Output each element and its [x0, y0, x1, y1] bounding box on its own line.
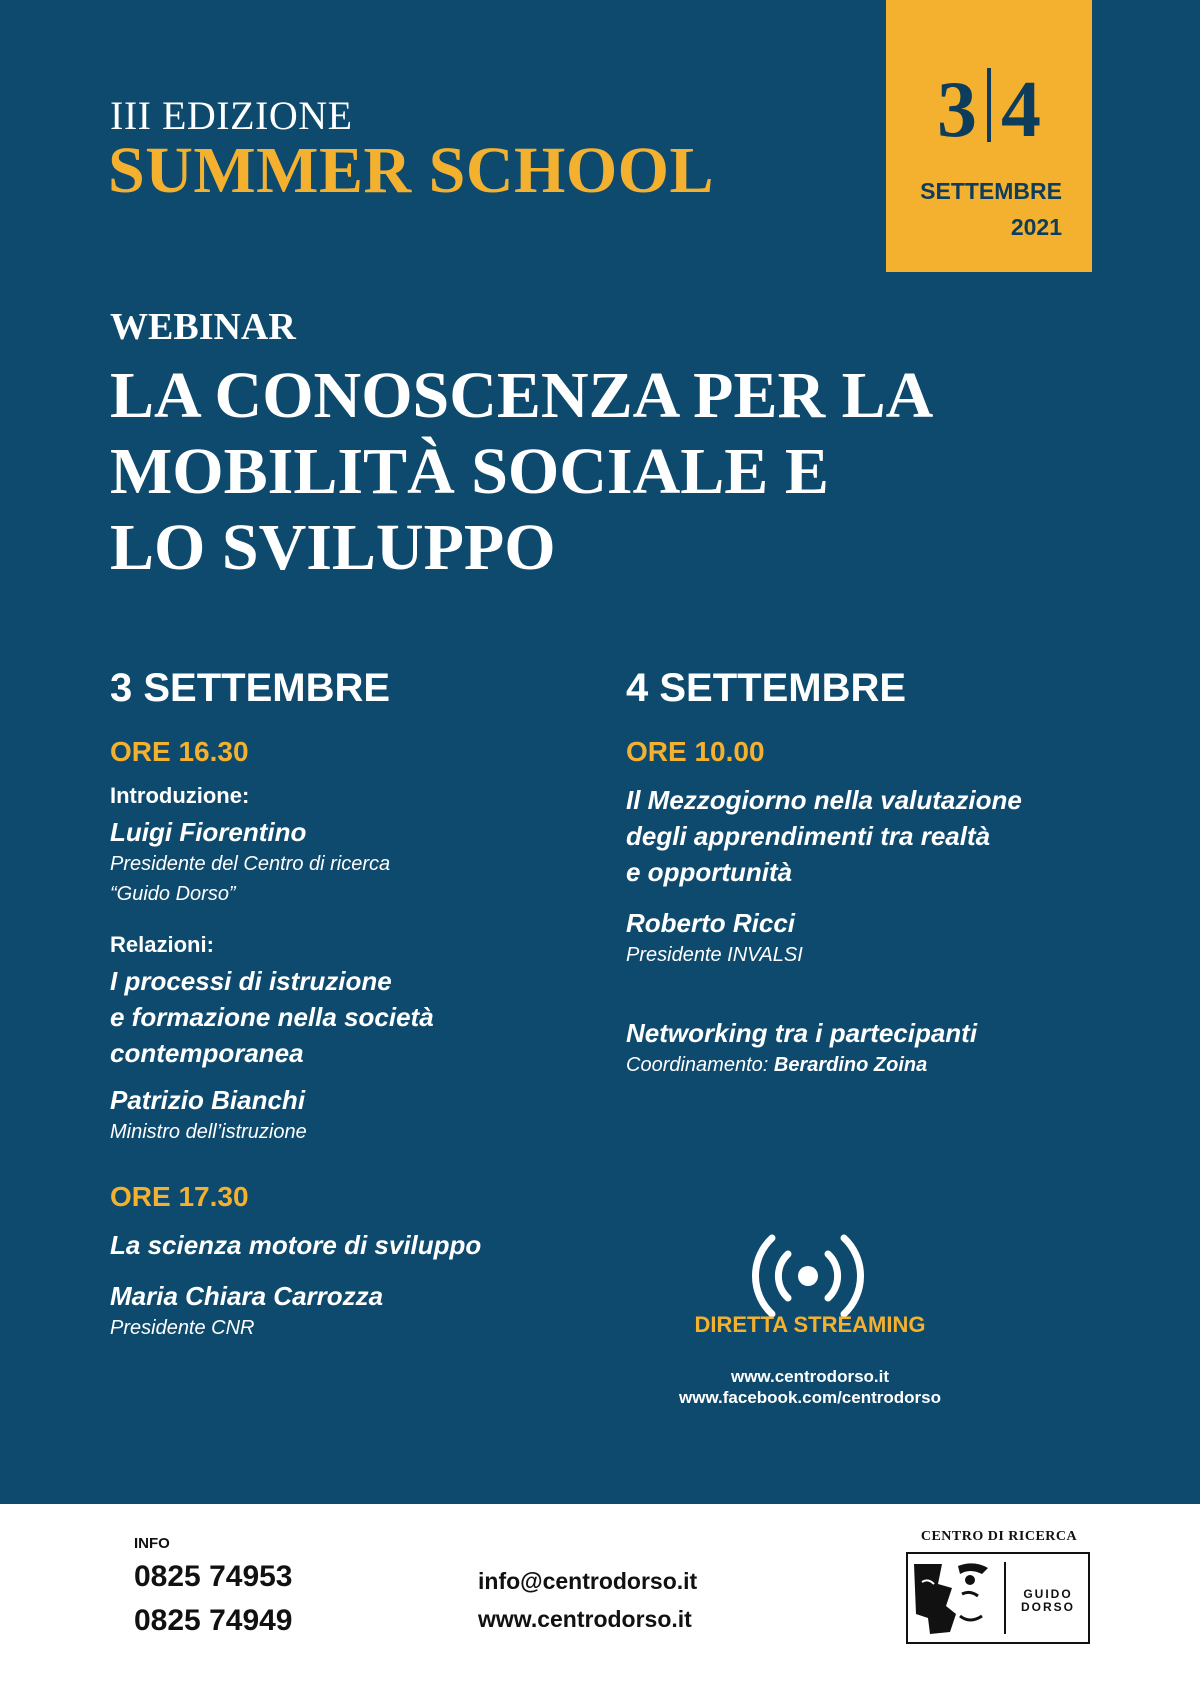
title-line: MOBILITÀ SOCIALE E	[110, 435, 829, 508]
webinar-title	[110, 358, 1070, 586]
info-label: INFO	[134, 1535, 170, 1552]
webinar-label: WEBINAR	[110, 306, 296, 348]
logo-divider	[1004, 1562, 1006, 1634]
streaming-label: DIRETTA STREAMING	[694, 1312, 926, 1337]
talk1-title-line: I processi di istruzione	[110, 966, 392, 997]
day1-column	[110, 668, 590, 1343]
title-line: LA CONOSCENZA PER LA	[110, 359, 934, 432]
day2-column	[626, 668, 1106, 1080]
logo-heading: CENTRO DI RICERCA	[920, 1529, 1078, 1544]
talk2-speaker: Maria Chiara Carrozza	[110, 1281, 384, 1312]
day2-speaker: Roberto Ricci	[626, 908, 796, 938]
day2-talk-title-line: e opportunità	[626, 857, 793, 887]
talk1-title	[110, 963, 590, 1071]
networking-title: Networking tra i partecipanti	[626, 1018, 978, 1048]
date-days	[886, 66, 1092, 154]
portrait-logo-icon	[908, 1554, 1000, 1642]
intro-label: Introduzione:	[110, 783, 250, 808]
logo-text	[1008, 1588, 1088, 1614]
broadcast-icon	[748, 1230, 868, 1320]
day1-heading: 3 SETTEMBRE	[110, 666, 391, 710]
day1-session1-time: ORE 16.30	[110, 736, 249, 767]
coordination-name: Berardino Zoina	[773, 1054, 928, 1076]
talk1-role: Ministro dell’istruzione	[110, 1121, 307, 1144]
streaming-link-website[interactable]: www.centrodorso.it	[730, 1367, 890, 1386]
logo-text-line: DORSO	[1020, 1600, 1075, 1614]
day2-talk-title-line: Il Mezzogiorno nella valutazione	[626, 785, 1022, 815]
phone-number-2[interactable]: 0825 74949	[134, 1604, 293, 1637]
day2-talk-title	[626, 782, 1106, 890]
date-month: SETTEMBRE	[920, 178, 1062, 204]
day2-speaker-role: Presidente INVALSI	[626, 944, 803, 966]
day-start: 3	[937, 66, 977, 154]
day2-heading: 4 SETTEMBRE	[626, 666, 907, 710]
edition-label: III EDIZIONE	[110, 93, 353, 138]
event-title: SUMMER SCHOOL	[108, 134, 715, 207]
title-line: LO SVILUPPO	[110, 511, 556, 584]
intro-role: “Guido Dorso”	[110, 882, 236, 905]
logo-text-line: GUIDO	[1023, 1587, 1073, 1601]
relazioni-label: Relazioni:	[110, 931, 214, 957]
day2-talk-title-line: degli apprendimenti tra realtà	[626, 821, 991, 851]
streaming-link-facebook[interactable]: www.facebook.com/centrodorso	[679, 1388, 941, 1407]
talk1-title-line: e formazione nella società	[110, 1002, 434, 1033]
centro-dorso-logo	[906, 1552, 1090, 1644]
day-end: 4	[1001, 66, 1041, 154]
date-box	[886, 0, 1092, 272]
talk1-title-line: contemporanea	[110, 1038, 304, 1069]
intro-role: Presidente del Centro di ricerca	[110, 852, 391, 875]
day2-session-time: ORE 10.00	[626, 736, 765, 767]
contact-email[interactable]: info@centrodorso.it	[478, 1568, 698, 1594]
date-year: 2021	[1010, 214, 1062, 240]
coordination-label: Coordinamento:	[626, 1054, 769, 1076]
talk1-speaker: Patrizio Bianchi	[110, 1085, 306, 1116]
streaming-links	[610, 1366, 1010, 1408]
day1-session2-time: ORE 17.30	[110, 1181, 249, 1213]
day-separator	[987, 68, 991, 142]
intro-speaker: Luigi Fiorentino	[110, 816, 307, 847]
talk2-title: La scienza motore di sviluppo	[110, 1230, 482, 1261]
contact-website[interactable]: www.centrodorso.it	[478, 1606, 692, 1632]
coordination	[626, 1050, 1106, 1080]
phone-number-1[interactable]: 0825 74953	[134, 1560, 293, 1593]
talk2-role: Presidente CNR	[110, 1317, 255, 1340]
